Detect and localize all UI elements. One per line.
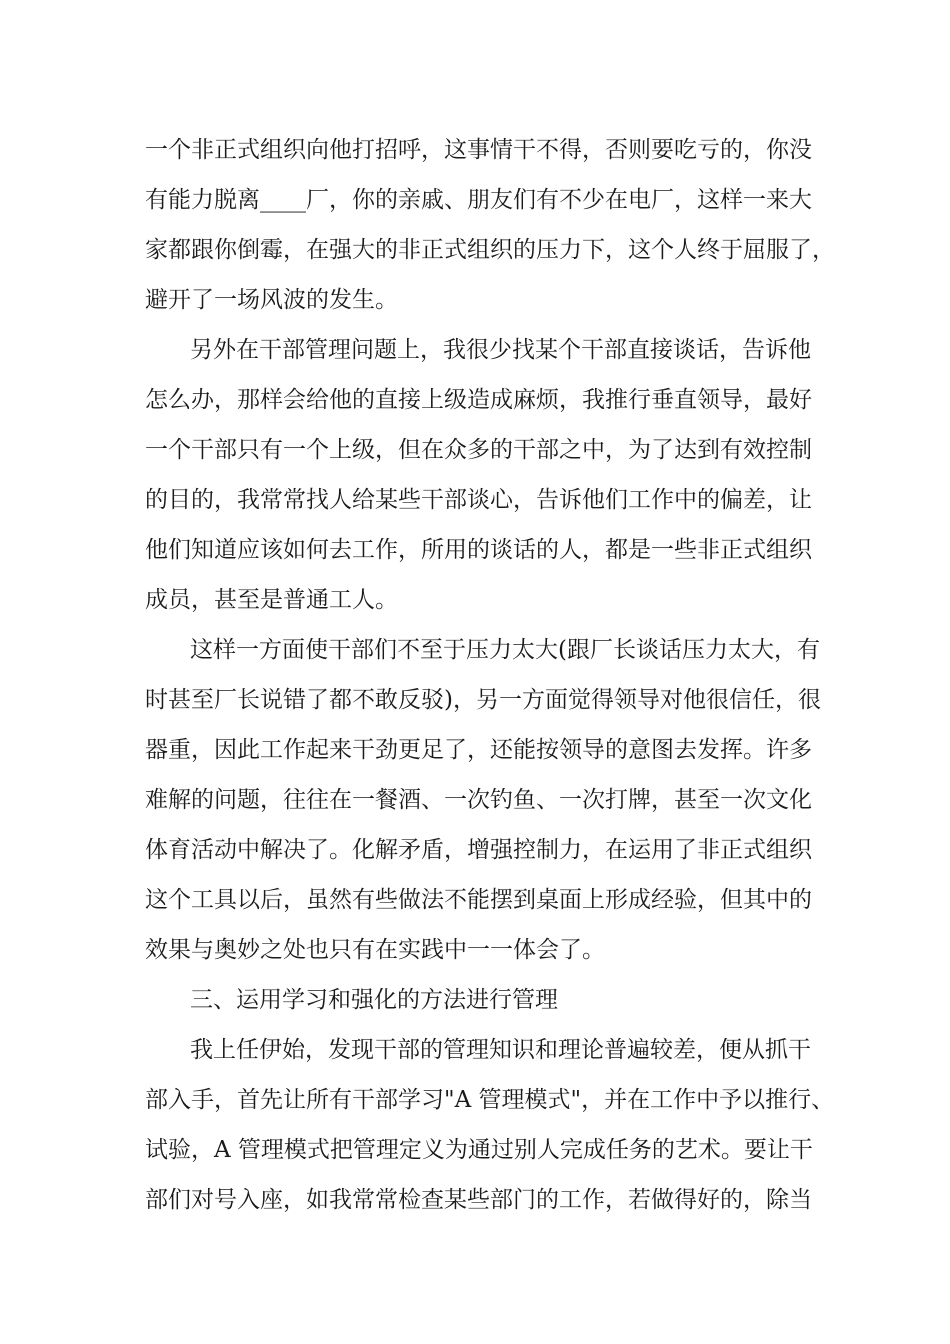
text-line: 一个非正式组织向他打招呼，这事情干不得，否则要吃亏的，你没: [145, 137, 812, 163]
text-line: 体育活动中解决了。化解矛盾，增强控制力，在运用了非正式组织: [145, 837, 812, 863]
text-line: 试验，A 管理模式把管理定义为通过别人完成任务的艺术。要让干: [145, 1137, 813, 1163]
text-line: 我上任伊始，发现干部的管理知识和理论普遍较差，便从抓干: [190, 1037, 811, 1063]
text-line: 时甚至厂长说错了都不敢反驳)，另一方面觉得领导对他很信任，很: [145, 687, 821, 713]
text-line: 效果与奥妙之处也只有在实践中一一体会了。: [145, 937, 605, 963]
text-line: 家都跟你倒霉，在强大的非正式组织的压力下，这个人终于屈服了，: [145, 237, 835, 263]
text-line: 部们对号入座，如我常常检查某些部门的工作，若做得好的，除当: [145, 1187, 812, 1213]
text-line: 的目的，我常常找人给某些干部谈心，告诉他们工作中的偏差，让: [145, 487, 812, 513]
text-line: 部入手，首先让所有干部学习"A 管理模式"，并在工作中予以推行、: [145, 1087, 835, 1113]
text-line: 一个干部只有一个上级，但在众多的干部之中，为了达到有效控制: [145, 437, 812, 463]
text-line: 器重，因此工作起来干劲更足了，还能按领导的意图去发挥。许多: [145, 737, 812, 763]
text-line: 这个工具以后，虽然有些做法不能摆到桌面上形成经验，但其中的: [145, 887, 812, 913]
text-line: 他们知道应该如何去工作，所用的谈话的人，都是一些非正式组织: [145, 537, 812, 563]
text-line: 另外在干部管理问题上，我很少找某个干部直接谈话，告诉他: [190, 337, 811, 363]
text-line: 避开了一场风波的发生。: [145, 287, 398, 313]
text-line: 成员，甚至是普通工人。: [145, 587, 398, 613]
text-line: 有能力脱离____厂，你的亲戚、朋友们有不少在电厂，这样一来大: [145, 187, 812, 213]
text-line: 这样一方面使干部们不至于压力太大(跟厂长谈话压力太大，有: [190, 637, 820, 663]
section-heading: 三、运用学习和强化的方法进行管理: [190, 987, 558, 1013]
text-line: 怎么办，那样会给他的直接上级造成麻烦，我推行垂直领导，最好: [145, 387, 812, 413]
text-line: 难解的问题，往往在一餐酒、一次钓鱼、一次打牌，甚至一次文化: [145, 787, 812, 813]
